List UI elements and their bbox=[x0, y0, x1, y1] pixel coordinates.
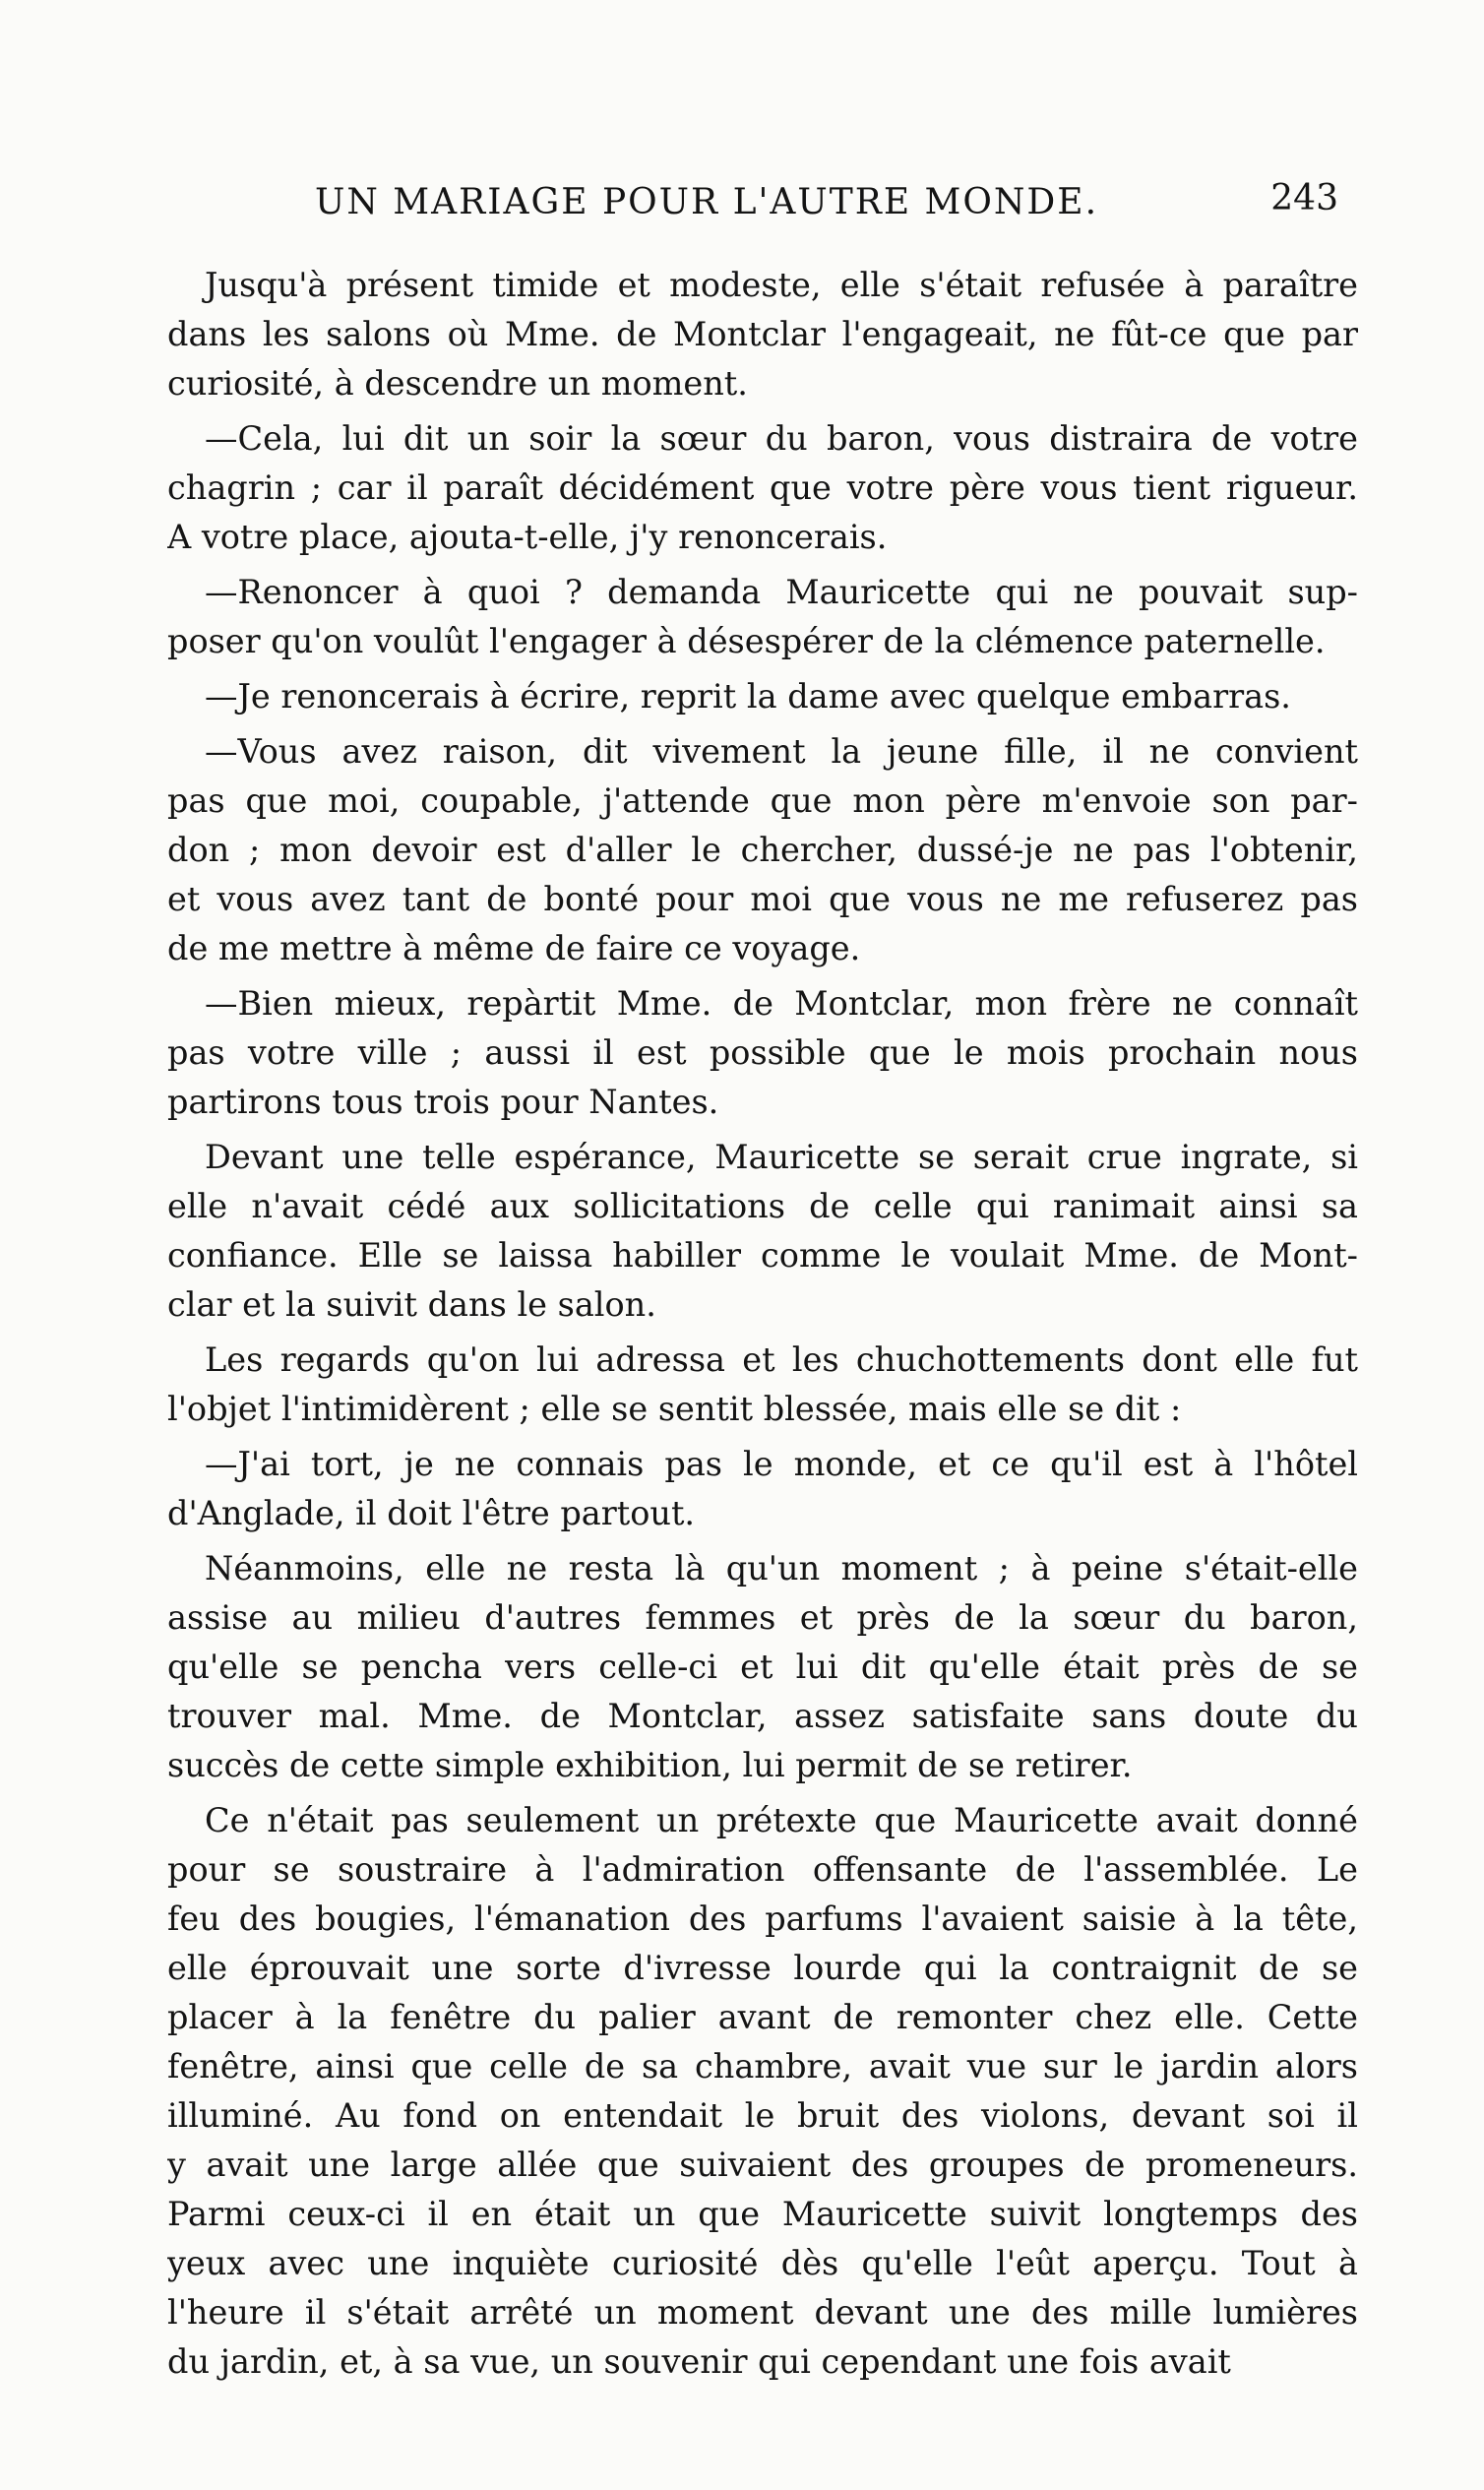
text-line: curiosité, à descendre un moment. bbox=[167, 364, 748, 403]
text-line: —Cela, lui dit un soir la sœur du baron, vous distraira de votre bbox=[205, 419, 1358, 458]
text-line: y avait une large allée que suivaient des groupes de promeneurs. bbox=[167, 2146, 1358, 2184]
paragraph bbox=[167, 979, 1358, 1127]
paragraph bbox=[167, 1796, 1358, 2387]
text-line: fenêtre, ainsi que celle de sa chambre, avait vue sur le jardin alors bbox=[167, 2047, 1358, 2085]
text-line: dans les salons où Mme. de Montclar l'engageait, ne fût-ce que par bbox=[167, 315, 1358, 353]
text-line: —J'ai tort, je ne connais pas le monde, et ce qu'il est à l'hôtel bbox=[205, 1445, 1358, 1483]
paragraph bbox=[167, 261, 1358, 408]
body-text bbox=[167, 261, 1358, 2387]
text-line: —Bien mieux, repàrtit Mme. de Montclar, mon frère ne connaît bbox=[205, 984, 1358, 1023]
text-line: feu des bougies, l'émanation des parfums l'avaient saisie à la tête, bbox=[167, 1899, 1358, 1938]
text-line: clar et la suivit dans le salon. bbox=[167, 1285, 656, 1324]
text-line: chagrin ; car il paraît décidément que votre père vous tient rigueur. bbox=[167, 468, 1358, 507]
text-line: Jusqu'à présent timide et modeste, elle s'était refusée à paraître bbox=[205, 266, 1358, 304]
text-line: d'Anglade, il doit l'être partout. bbox=[167, 1494, 696, 1532]
text-line: l'objet l'intimidèrent ; elle se sentit blessée, mais elle se dit : bbox=[167, 1390, 1182, 1428]
paragraph bbox=[167, 1440, 1358, 1538]
paragraph bbox=[167, 727, 1358, 973]
text-line: succès de cette simple exhibition, lui permit de se retirer. bbox=[167, 1746, 1133, 1784]
text-line: et vous avez tant de bonté pour moi que vous ne me refuserez pas bbox=[167, 880, 1358, 918]
text-line: trouver mal. Mme. de Montclar, assez satisfaite sans doute du bbox=[167, 1697, 1358, 1735]
paragraph bbox=[167, 1133, 1358, 1330]
paragraph bbox=[167, 1544, 1358, 1790]
text-line: poser qu'on voulût l'engager à désespérer de la clémence paternelle. bbox=[167, 622, 1326, 660]
paragraph bbox=[167, 1336, 1358, 1434]
text-line: illuminé. Au fond on entendait le bruit des violons, devant soi il bbox=[167, 2096, 1358, 2135]
running-title: UN MARIAGE POUR L'AUTRE MONDE. bbox=[315, 182, 1099, 222]
text-line: —Vous avez raison, dit vivement la jeune fille, il ne convient bbox=[205, 732, 1358, 771]
paragraph bbox=[167, 568, 1358, 666]
text-line: Parmi ceux-ci il en était un que Mauricette suivit longtemps des bbox=[167, 2195, 1358, 2233]
text-line: Les regards qu'on lui adressa et les chuchottements dont elle fut bbox=[205, 1340, 1358, 1379]
text-line: Néanmoins, elle ne resta là qu'un moment ; à peine s'était-elle bbox=[205, 1549, 1358, 1587]
text-line: l'heure il s'était arrêté un moment devant une des mille lumières bbox=[167, 2293, 1358, 2332]
text-line: don ; mon devoir est d'aller le chercher, dussé-je ne pas l'obtenir, bbox=[167, 831, 1358, 869]
text-line: elle éprouvait une sorte d'ivresse lourde qui la contraignit de se bbox=[167, 1949, 1358, 1987]
text-line: A votre place, ajouta-t-elle, j'y renoncerais. bbox=[167, 518, 888, 556]
text-line: qu'elle se pencha vers celle-ci et lui dit qu'elle était près de se bbox=[167, 1648, 1358, 1686]
text-line: confiance. Elle se laissa habiller comme le voulait Mme. de Mont- bbox=[167, 1236, 1358, 1275]
text-line: placer à la fenêtre du palier avant de remonter chez elle. Cette bbox=[167, 1998, 1358, 2036]
text-line: pas que moi, coupable, j'attende que mon père m'envoie son par- bbox=[167, 781, 1358, 820]
running-header bbox=[157, 178, 1348, 241]
text-line: partirons tous trois pour Nantes. bbox=[167, 1083, 719, 1121]
paragraph bbox=[167, 414, 1358, 562]
text-line: —Je renoncerais à écrire, reprit la dame avec quelque embarras. bbox=[205, 677, 1291, 716]
text-line: pour se soustraire à l'admiration offensante de l'assemblée. Le bbox=[167, 1850, 1358, 1889]
paragraph bbox=[167, 672, 1358, 721]
text-line: de me mettre à même de faire ce voyage. bbox=[167, 929, 861, 967]
text-line: assise au milieu d'autres femmes et près de la sœur du baron, bbox=[167, 1598, 1358, 1637]
text-line: du jardin, et, à sa vue, un souvenir qui cependant une fois avait bbox=[167, 2342, 1231, 2381]
text-line: pas votre ville ; aussi il est possible que le mois prochain nous bbox=[167, 1033, 1358, 1072]
page-number: 243 bbox=[1270, 178, 1338, 218]
text-line: yeux avec une inquiète curiosité dès qu'elle l'eût aperçu. Tout à bbox=[167, 2244, 1358, 2282]
text-line: elle n'avait cédé aux sollicitations de celle qui ranimait ainsi sa bbox=[167, 1187, 1358, 1225]
text-line: —Renoncer à quoi ? demanda Mauricette qui ne pouvait sup- bbox=[205, 573, 1358, 611]
text-line: Ce n'était pas seulement un prétexte que Mauricette avait donné bbox=[205, 1801, 1358, 1839]
text-line: Devant une telle espérance, Mauricette se serait crue ingrate, si bbox=[205, 1138, 1358, 1176]
